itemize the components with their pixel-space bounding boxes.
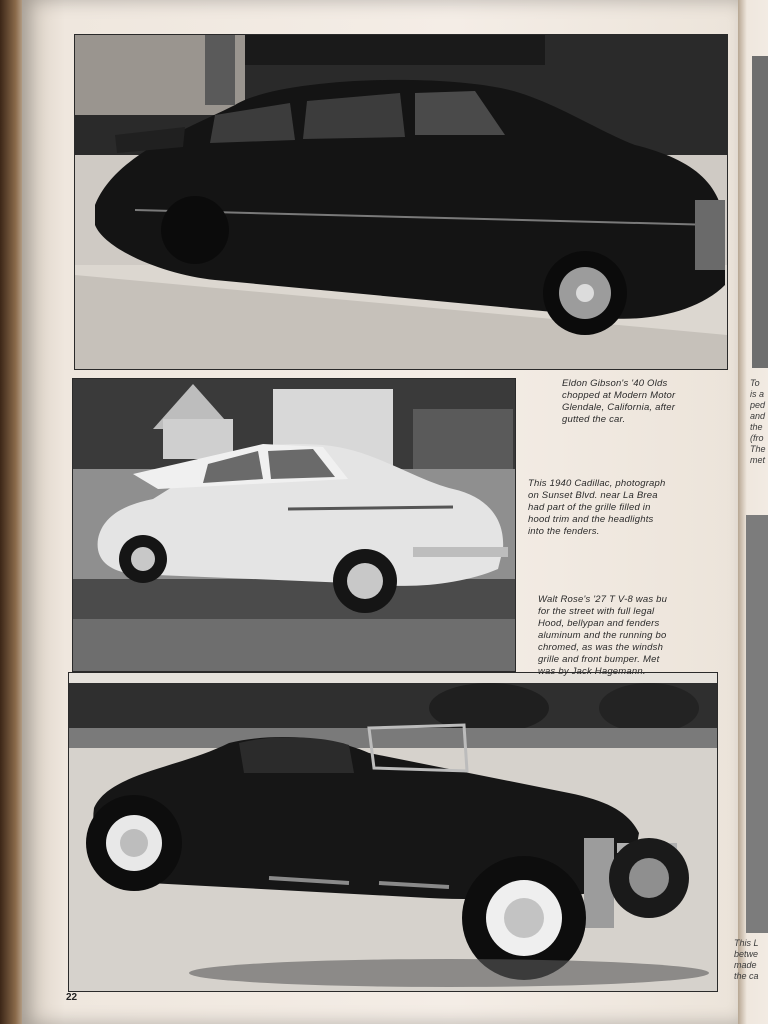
adjacent-line: and (750, 411, 766, 421)
adjacent-photo-bottom (746, 515, 768, 933)
page-number: 22 (66, 992, 78, 1003)
caption-line: Walt Rose's '27 T V-8 was bu (538, 594, 668, 605)
adjacent-text-top (750, 378, 768, 466)
adjacent-line: This L (734, 938, 759, 948)
photo-black-olds (74, 34, 728, 370)
adjacent-line: is a (750, 389, 765, 399)
caption-gibson-olds (562, 378, 675, 426)
caption-line: was by Jack Hagemann. (538, 666, 646, 677)
car-photo-icon (75, 35, 727, 369)
caption-line: had part of the grille filled in (528, 502, 651, 513)
caption-line: Hood, bellypan and fenders (538, 618, 660, 629)
caption-cadillac (528, 478, 666, 538)
caption-line: chromed, as was the windsh (538, 642, 664, 653)
caption-line: for the street with full legal (538, 606, 655, 617)
caption-line: into the fenders. (528, 526, 600, 537)
caption-line: Glendale, California, after (562, 402, 676, 413)
roadster-photo-icon (69, 673, 717, 991)
caption-walt-rose (538, 594, 667, 678)
adjacent-line: ped (750, 400, 766, 410)
caption-line: grille and front bumper. Met (538, 654, 660, 665)
caption-line: chopped at Modern Motor (562, 390, 676, 401)
photo-white-cadillac (72, 378, 516, 672)
car-photo-icon (73, 379, 515, 671)
caption-line: aluminum and the running bo (538, 630, 667, 641)
adjacent-line: To (750, 378, 760, 388)
caption-line: hood trim and the headlights (528, 514, 654, 525)
adjacent-line: the (750, 422, 763, 432)
caption-line: gutted the car. (562, 414, 626, 425)
adjacent-photo-top (752, 56, 768, 368)
adjacent-line: made (734, 960, 757, 970)
adjacent-text-bottom (734, 938, 768, 982)
photo-t-roadster (68, 672, 718, 992)
caption-line: Eldon Gibson's '40 Olds (562, 378, 668, 389)
adjacent-line: The (750, 444, 766, 454)
adjacent-line: met (750, 455, 766, 465)
adjacent-line: betwe (734, 949, 759, 959)
caption-line: on Sunset Blvd. near La Brea (528, 490, 658, 501)
caption-line: This 1940 Cadillac, photograph (528, 478, 666, 489)
adjacent-line: the ca (734, 971, 759, 981)
adjacent-line: (fro (750, 433, 764, 443)
